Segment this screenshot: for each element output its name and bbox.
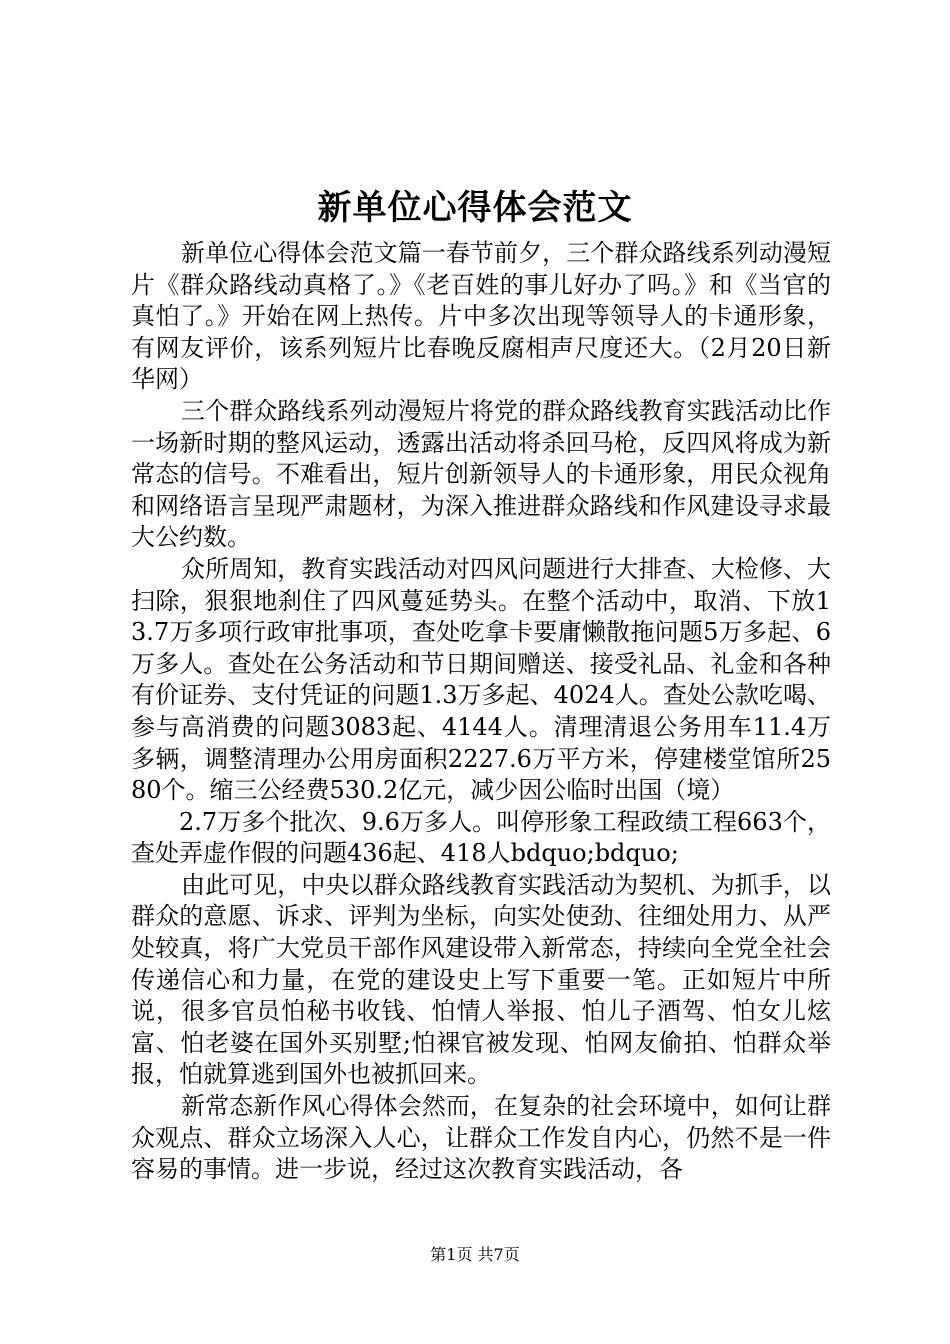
paragraph-5: 由此可见，中央以群众路线教育实践活动为契机、为抓手，以群众的意愿、诉求、评判为坐标，向实处使劲、往细处用力、从严处较真，将广大党员干部作风建设带入新常态，持续向全党全社会传递信心和力量，在党的建设史上写下重要一笔。正如短片中所说，很多官员怕秘书收钱、怕情人举报、怕儿子酒驾、怕女儿炫富、怕老婆在国外买别墅;怕裸官被发现、怕网友偷拍、怕群众举报，怕就算逃到国外也被抓回来。: [131, 870, 831, 1089]
paragraph-1: 新单位心得体会范文篇一春节前夕，三个群众路线系列动漫短片《群众路线动真格了。》《老百姓的事儿好办了吗。》和《当官的真怕了。》开始在网上热传。片中多次出现等领导人的卡通形象，有网友评价，该系列短片比春晚反腐相声尺度还大。（2月20日新华网）: [131, 239, 831, 394]
paragraph-6: 新常态新作风心得体会然而，在复杂的社会环境中，如何让群众观点、群众立场深入人心，让群众工作发自内心，仍然不是一件容易的事情。进一步说，经过这次教育实践活动，各: [131, 1092, 831, 1184]
document-title: 新单位心得体会范文: [317, 188, 633, 228]
document-body: [131, 238, 831, 1186]
paragraph-2: 三个群众路线系列动漫短片将党的群众路线教育实践活动比作一场新时期的整风运动，透露出活动将杀回马枪，反四风将成为新常态的信号。不难看出，短片创新领导人的卡通形象，用民众视角和网络语言呈现严肃题材，为深入推进群众路线和作风建设寻求最大公约数。: [131, 396, 831, 552]
paragraph-3: 众所周知，教育实践活动对四风问题进行大排查、大检修、大扫除，狠狠地刹住了四风蔓延势头。在整个活动中，取消、下放13.7万多项行政审批事项，查处吃拿卡要庸懒散拖问题5万多起、6万多人。查处在公务活动和节日期间赠送、接受礼品、礼金和各种有价证券、支付凭证的问题1.3万多起、4024人。查处公款吃喝、参与高消费的问题3083起、4144人。清理清退公务用车11.4万多辆，调整清理办公用房面积2227.6万平方米，停建楼堂馆所2580个。缩三公经费530.2亿元，减少因公临时出国（境）: [131, 554, 831, 805]
page-number-footer: 第1页 共7页: [430, 1245, 520, 1264]
paragraph-4: 2.7万多个批次、9.6万多人。叫停形象工程政绩工程663个，查处弄虚作假的问题436起、418人bdquo;bdquo;: [131, 807, 831, 868]
